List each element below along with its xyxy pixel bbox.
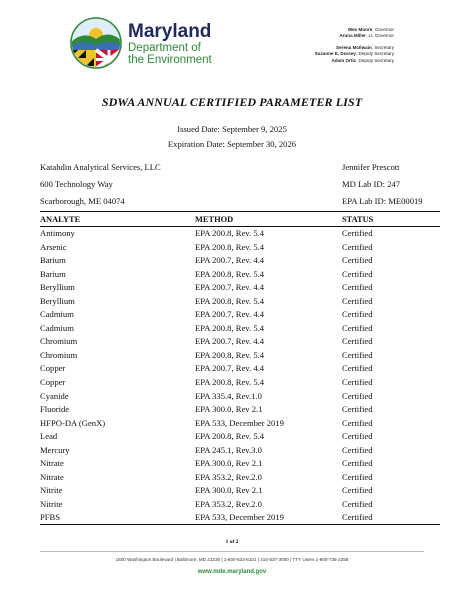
method-cell: EPA 335.4, Rev.1.0 — [195, 390, 262, 401]
status-cell: Certified — [342, 241, 373, 252]
status-cell: Certified — [342, 377, 373, 388]
status-cell: Certified — [342, 512, 373, 523]
analyte-cell: PFBS — [40, 512, 61, 523]
method-cell: EPA 533, December 2019 — [195, 417, 284, 428]
method-cell: EPA 245.1, Rev.3.0 — [195, 444, 262, 455]
header-status: STATUS — [342, 215, 374, 224]
governor-line: Wes Moore, Governor — [347, 27, 394, 32]
table-row — [40, 498, 440, 512]
brand-name: Maryland — [128, 21, 212, 42]
method-cell: EPA 300.0, Rev 2.1 — [195, 458, 263, 469]
status-cell: Certified — [342, 498, 373, 509]
status-cell: Certified — [342, 444, 373, 455]
table-row — [40, 430, 440, 444]
footer-address: 1800 Washington Boulevard | Baltimore, MD 21230 | 1-800-633-6101 | 410-537-3000 | TTY Users 1-800-735-2258 — [115, 557, 349, 562]
table-row — [40, 471, 440, 485]
officials-block — [315, 27, 394, 64]
method-cell: EPA 200.8, Rev. 5.4 — [195, 295, 265, 306]
table-header — [40, 211, 440, 227]
method-cell: EPA 200.8, Rev. 5.4 — [195, 228, 265, 238]
footer-website-link[interactable]: www.mde.maryland.gov — [197, 569, 267, 575]
analyte-cell: Barium — [40, 268, 66, 279]
table-row — [40, 403, 440, 417]
method-cell: EPA 200.8, Rev. 5.4 — [195, 349, 265, 360]
status-cell: Certified — [342, 458, 373, 469]
status-cell: Certified — [342, 228, 373, 238]
analyte-cell: Nitrite — [40, 498, 63, 509]
analyte-cell: Nitrate — [40, 471, 64, 482]
table-row — [40, 349, 440, 363]
analyte-cell: Copper — [40, 377, 66, 388]
table-body — [40, 227, 440, 525]
status-cell: Certified — [342, 417, 373, 428]
table-row — [40, 254, 440, 268]
analyte-cell: Copper — [40, 363, 66, 374]
method-cell: EPA 200.8, Rev. 5.4 — [195, 268, 265, 279]
analyte-cell: Arsenic — [40, 241, 67, 252]
status-cell: Certified — [342, 309, 373, 320]
lab-city: Scarborough, ME 04074 — [40, 196, 125, 206]
method-cell: EPA 200.7, Rev. 4.4 — [195, 255, 265, 266]
parameter-table — [40, 211, 440, 525]
dates-block — [0, 122, 464, 152]
method-cell: EPA 200.8, Rev. 5.4 — [195, 431, 265, 442]
status-cell: Certified — [342, 431, 373, 442]
lab-street: 600 Technology Way — [40, 179, 113, 189]
method-cell: EPA 200.8, Rev. 5.4 — [195, 377, 265, 388]
method-cell: EPA 200.7, Rev. 4.4 — [195, 282, 265, 293]
status-cell: Certified — [342, 282, 373, 293]
header-method: METHOD — [195, 215, 234, 224]
method-cell: EPA 200.7, Rev. 4.4 — [195, 336, 265, 347]
analyte-cell: Nitrite — [40, 485, 63, 496]
table-row — [40, 417, 440, 431]
table-bottom-rule — [40, 524, 440, 525]
table-row — [40, 457, 440, 471]
method-cell: EPA 200.8, Rev. 5.4 — [195, 322, 265, 333]
status-cell: Certified — [342, 485, 373, 496]
issued-date: Issued Date: September 9, 2025 — [177, 124, 287, 134]
method-cell: EPA 353.2, Rev.2.0 — [195, 498, 262, 509]
lab-ids — [342, 159, 423, 210]
table-row — [40, 295, 440, 309]
page-number: 1 of 2 — [225, 539, 239, 545]
table-row — [40, 390, 440, 404]
table-row — [40, 335, 440, 349]
analyte-cell: Chromium — [40, 336, 78, 347]
analyte-cell: Cyanide — [40, 390, 69, 401]
status-cell: Certified — [342, 322, 373, 333]
mde-logo-icon — [70, 17, 122, 69]
status-cell: Certified — [342, 268, 373, 279]
analyte-cell: Mercury — [40, 444, 70, 455]
table-row — [40, 511, 440, 525]
analyte-cell: Cadmium — [40, 309, 74, 320]
footer-divider — [40, 551, 424, 552]
table-row — [40, 241, 440, 255]
status-cell: Certified — [342, 471, 373, 482]
table-row — [40, 322, 440, 336]
table-row — [40, 268, 440, 282]
method-cell: EPA 300.0, Rev 2.1 — [195, 404, 263, 415]
header-analyte: ANALYTE — [40, 215, 81, 224]
table-row — [40, 484, 440, 498]
status-cell: Certified — [342, 363, 373, 374]
table-row — [40, 308, 440, 322]
deputy-secretary-line: Suzanne E. Dorsey, Deputy Secretary — [314, 51, 394, 57]
status-cell: Certified — [342, 255, 373, 266]
method-cell: EPA 200.8, Rev. 5.4 — [195, 241, 265, 252]
brand-block — [128, 22, 212, 66]
secretary-line: Serena McIlwain, Secretary — [336, 44, 394, 50]
lab-name: Katahdin Analytical Services, LLC — [40, 162, 161, 172]
status-cell: Certified — [342, 295, 373, 306]
table-row — [40, 227, 440, 241]
method-cell: EPA 300.0, Rev 2.1 — [195, 485, 263, 496]
status-cell: Certified — [342, 336, 373, 347]
table-row — [40, 376, 440, 390]
analyte-cell: Barium — [40, 255, 66, 266]
deputy-secretary-line: Adam Ortiz, Deputy Secretary — [331, 57, 394, 63]
lab-address — [40, 159, 161, 210]
analyte-cell: Beryllium — [40, 282, 75, 293]
brand-line-1: Department of — [128, 42, 201, 54]
expiration-date: Expiration Date: September 30, 2026 — [167, 139, 297, 149]
analyte-cell: HFPO-DA (GenX) — [40, 417, 106, 428]
analyte-cell: Chromium — [40, 349, 78, 360]
method-cell: EPA 353.2, Rev.2.0 — [195, 471, 262, 482]
analyte-cell: Antimony — [40, 228, 75, 238]
status-cell: Certified — [342, 349, 373, 360]
brand-line-2: the Environment — [128, 54, 212, 66]
analyte-cell: Beryllium — [40, 295, 75, 306]
lt-governor-line: Aruna Miller, Lt. Governor — [339, 33, 394, 39]
table-row — [40, 444, 440, 458]
status-cell: Certified — [342, 390, 373, 401]
method-cell: EPA 200.7, Rev. 4.4 — [195, 309, 265, 320]
document-title: SDWA ANNUAL CERTIFIED PARAMETER LIST — [101, 95, 363, 109]
method-cell: EPA 533, December 2019 — [195, 512, 284, 523]
table-row — [40, 362, 440, 376]
table-row — [40, 281, 440, 295]
md-lab-id: MD Lab ID: 247 — [342, 179, 400, 189]
status-cell: Certified — [342, 404, 373, 415]
analyte-cell: Cadmium — [40, 322, 74, 333]
analyte-cell: Lead — [40, 431, 58, 442]
lab-contact: Jennifer Prescott — [342, 162, 400, 172]
analyte-cell: Nitrate — [40, 458, 64, 469]
method-cell: EPA 200.7, Rev. 4.4 — [195, 363, 265, 374]
epa-lab-id: EPA Lab ID: ME00019 — [342, 196, 423, 206]
analyte-cell: Fluoride — [40, 404, 70, 415]
